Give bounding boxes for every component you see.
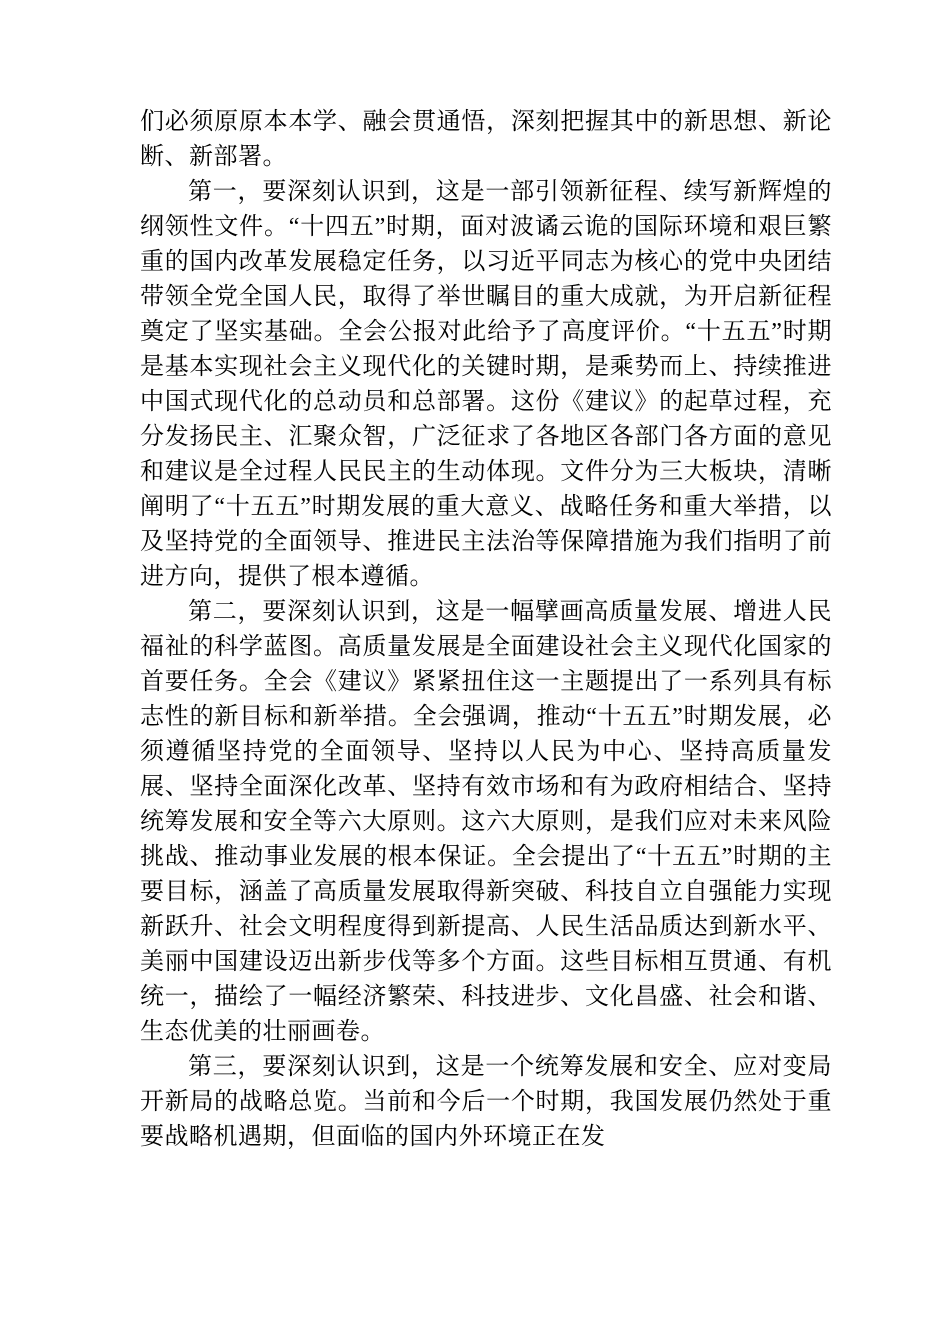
- paragraph-point-three: 第三，要深刻认识到，这是一个统筹发展和安全、应对变局开新局的战略总览。当前和今后一个时期，我国发展仍然处于重要战略机遇期，但面临的国内外环境正在发: [140, 1054, 832, 1150]
- paragraph-point-two: 第二，要深刻认识到，这是一幅擘画高质量发展、增进人民福祉的科学蓝图。高质量发展是全面建设社会主义现代化国家的首要任务。全会《建议》紧紧扭住这一主题提出了一系列具有标志性的新目标和新举措。全会强调，推动“十五五”时期发展，必须遵循坚持党的全面领导、坚持以人民为中心、坚持高质量发展、坚持全面深化改革、坚持有效市场和有为政府相结合、坚持统筹发展和安全等六大原则。这六大原则，是我们应对未来风险挑战、推动事业发展的根本保证。全会提出了“十五五”时期的主要目标，涵盖了高质量发展取得新突破、科技自立自强能力实现新跃升、社会文明程度得到新提高、人民生活品质达到新水平、美丽中国建设迈出新步伐等多个方面。这些目标相互贯通、有机统一，描绘了一幅经济繁荣、科技进步、文化昌盛、社会和谐、生态优美的壮丽画卷。: [140, 599, 832, 1045]
- paragraph-point-one: 第一，要深刻认识到，这是一部引领新征程、续写新辉煌的纲领性文件。“十四五”时期，面对波谲云诡的国际环境和艰巨繁重的国内改革发展稳定任务，以习近平同志为核心的党中央团结带领全党全国人民，取得了举世瞩目的重大成就，为开启新征程奠定了坚实基础。全会公报对此给予了高度评价。“十五五”时期是基本实现社会主义现代化的关键时期，是乘势而上、持续推进中国式现代化的总动员和总部署。这份《建议》的起草过程，充分发扬民主、汇聚众智，广泛征求了各地区各部门各方面的意见和建议是全过程人民民主的生动体现。文件分为三大板块，清晰阐明了“十五五”时期发展的重大意义、战略任务和重大举措，以及坚持党的全面领导、推进民主法治等保障措施为我们指明了前进方向，提供了根本遵循。: [140, 179, 832, 590]
- paragraph-continuation: 们必须原原本本学、融会贯通悟，深刻把握其中的新思想、新论断、新部署。: [140, 109, 832, 170]
